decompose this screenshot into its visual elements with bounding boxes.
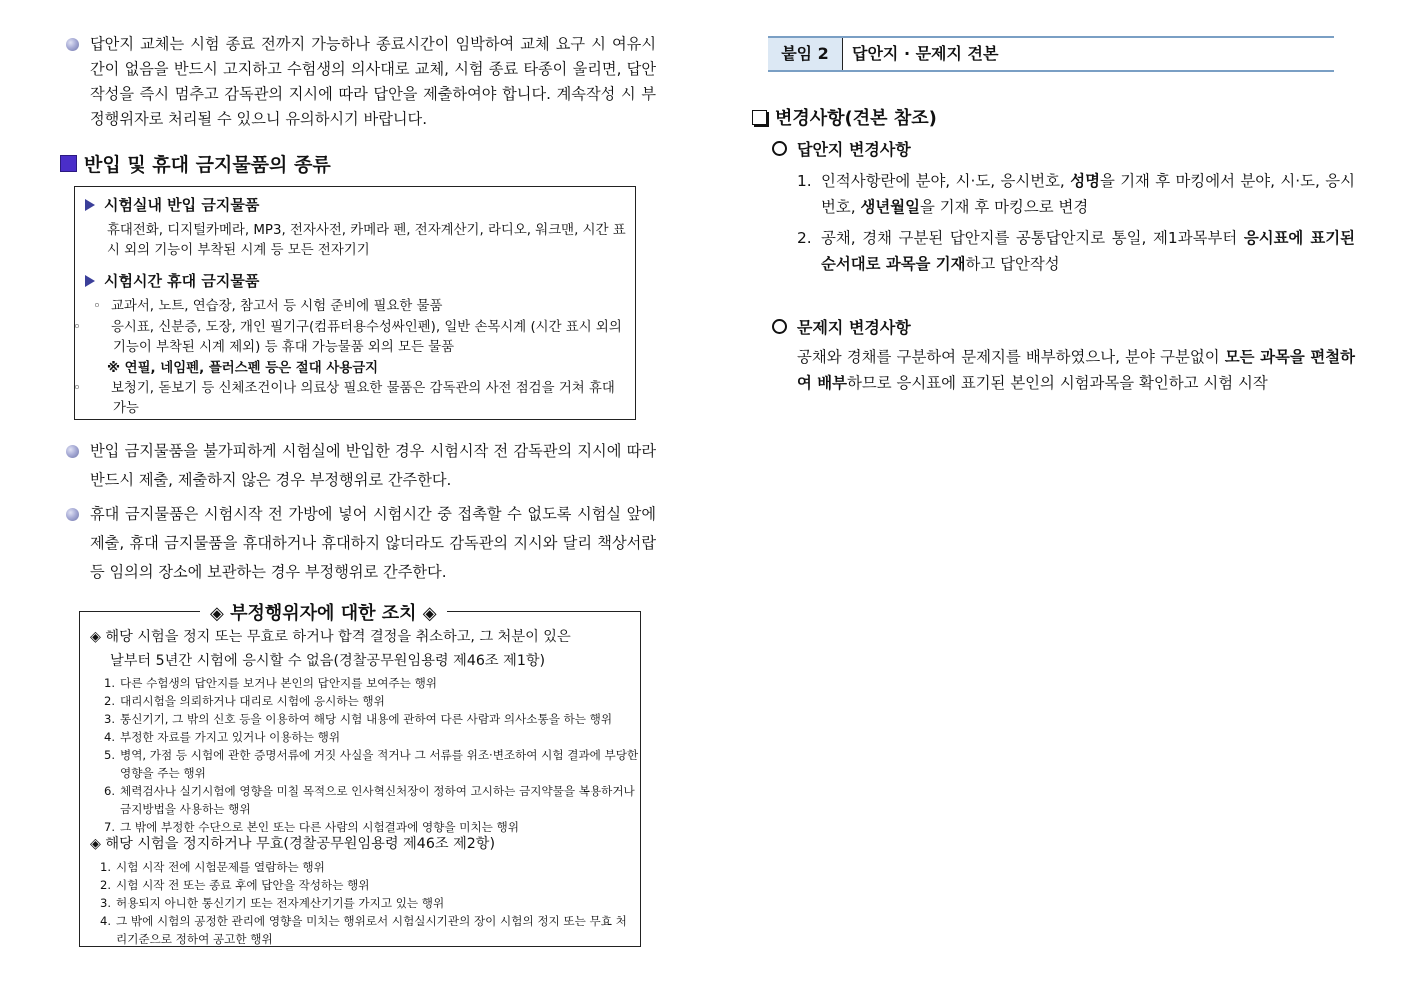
item-text: 시험 시작 전 또는 종료 후에 답안을 작성하는 행위 [116,878,370,892]
item-text: 체력검사나 실기시험에 영향을 미칠 목적으로 인사혁신처장이 정하여 고시하는 금지약물을 복용하거나 금지방법을 사용하는 행위 [120,784,635,816]
item-number: 7. [104,820,116,834]
item-number: 6. [104,784,116,798]
item-text: 허용되지 아니한 통신기기 또는 전자계산기기를 가지고 있는 행위 [116,896,445,910]
bullet-paragraph: 휴대 금지물품은 시험시작 전 가방에 넣어 시험시간 중 접촉할 수 없도록 시험실 앞에 제출, 휴대 금지물품을 휴대하거나 휴대하지 않더라도 감독관의 지시와 달리 책상서랍 등 임의의 장소에 보관하는 경우 부정행위로 간주한다. [66,500,656,587]
item-number: 3. [100,896,112,910]
bullet-dot-icon [66,508,79,521]
triangle-bullet-icon [85,275,95,287]
measures-box-title: ◈ 부정행위자에 대한 조치 ◈ [200,599,447,625]
appendix-tag: 붙임 2 [768,38,843,70]
measure-list-item [100,876,635,894]
triangle-bullet-icon [85,199,95,211]
answer-sheet-item-1: 1. 인적사항란에 분야, 시·도, 응시번호, 성명을 기재 후 마킹에서 분야, 시·도, 응시번호, 생년월일을 기재 후 마킹으로 변경 [797,172,1355,216]
bullet-dot-icon [66,445,79,458]
measure-list-item [100,858,635,876]
item-number: 2. [100,878,112,892]
list-item: ◦ 응시표, 신분증, 도장, 개인 필기구(컴퓨터용수성싸인펜), 일반 손목시계 (시간 표시 외의 기능이 부착된 시계 제외) 등 휴대 가능물품 외의 모든 물품 [73,320,622,355]
measures-box [79,611,641,947]
section-heading: 반입 및 휴대 금지물품의 종류 [60,150,331,177]
changes-heading: 변경사항(견본 참조) [752,104,937,130]
circle-bullet-icon [772,319,787,334]
item-text: 대리시험을 의뢰하거나 대리로 시험에 응시하는 행위 [120,694,385,708]
in-room-items-text: 휴대전화, 디지털카메라, MP3, 전자사전, 카메라 펜, 전자계산기, 라디오, 워크맨, 시간 표시 외의 기능이 부착된 시계 등 모든 전자기기 [107,223,626,258]
measures-group2-line: ◈ 해당 시험을 정지하거나 무효(경찰공무원임용령 제46조 제2항) [90,836,496,852]
item-text: 그 밖에 부정한 수단으로 본인 또는 다른 사람의 시험결과에 영향을 미치는 행위 [120,820,519,834]
measure-list-item [104,710,639,728]
item-number: 2. [104,694,116,708]
item-number: 4. [100,914,112,928]
question-sheet-heading: 문제지 변경사항 [772,315,911,338]
intro-bullet: 답안지 교체는 시험 종료 전까지 가능하나 종료시간이 임박하여 교체 요구 시 여유시간이 없음을 반드시 고지하고 수험생의 의사대로 교체, 시험 종료 타종이 울리면, 답안 작성을 즉시 멈추고 감독관의 지시에 따라 답안을 제출하여야 합니다. 계속작성 시 부정행위자로 처리될 수 있으니 유의하시기 바랍니다. [66,32,656,132]
item-text: 다른 수험생의 답안지를 보거나 본인의 답안지를 보여주는 행위 [120,676,437,690]
answer-sheet-item-2: 2. 공채, 경채 구분된 답안지를 공통답안지로 통일, 제1과목부터 응시표에 표기된 순서대로 과목을 기재하고 답안작성 [797,229,1355,273]
appendix-title: 답안지 · 문제지 견본 [852,44,999,63]
square-bullet-icon [60,155,77,172]
sub-heading-in-room: 시험실내 반입 금지물품 [85,194,259,215]
measures-group1-line2: 날부터 5년간 시험에 응시할 수 없음(경찰공무원임용령 제46조 제1항) [110,653,546,669]
measures-group1-line1: ◈ 해당 시험을 정지 또는 무효로 하거나 합격 결정을 취소하고, 그 처분이 있은 [90,629,571,645]
measure-list-item [100,894,635,912]
prohibited-items-box [74,186,636,420]
question-sheet-text: 공채와 경채를 구분하여 문제지를 배부하였으나, 분야 구분없이 모든 과목을 편철하여 배부하므로 응시표에 표기된 본인의 시험과목을 확인하고 시험 시작 [797,348,1355,392]
bullet-dot-icon [66,38,79,51]
item-text: 부정한 자료를 가지고 있거나 이용하는 행위 [120,730,341,744]
list-item: ◦ 교과서, 노트, 연습장, 참고서 등 시험 준비에 필요한 물품 [93,299,443,314]
list-item: ◦ 보청기, 돋보기 등 신체조건이나 의료상 필요한 물품은 감독관의 사전 점검을 거쳐 휴대 가능 [73,381,615,416]
measure-list-item [104,674,639,692]
measure-list-item [100,912,635,948]
note-text: ※ 연필, 네임펜, 플러스펜 등은 절대 사용금지 [107,361,379,376]
measure-list-item [104,782,639,818]
appendix-header [768,36,1334,72]
item-number: 1. [100,860,112,874]
sub-heading-during-exam: 시험시간 휴대 금지물품 [85,270,259,291]
item-text: 통신기기, 그 밖의 신호 등을 이용하여 해당 시험 내용에 관하여 다른 사람과 의사소통을 하는 행위 [120,712,613,726]
measure-list-item [104,728,639,746]
item-number: 3. [104,712,116,726]
measure-list-item [104,746,639,782]
item-text: 시험 시작 전에 시험문제를 열람하는 행위 [116,860,325,874]
item-number: 1. [104,676,116,690]
answer-sheet-heading: 답안지 변경사항 [772,137,911,160]
circle-bullet-icon [772,141,787,156]
item-text: 병역, 가점 등 시험에 관한 증명서류에 거짓 사실을 적거나 그 서류를 위조·변조하여 시험 결과에 부당한 영향을 주는 행위 [120,748,639,780]
bullet-paragraph: 반입 금지물품을 불가피하게 시험실에 반입한 경우 시험시작 전 감독관의 지시에 따라 반드시 제출, 제출하지 않은 경우 부정행위로 간주한다. [66,437,656,495]
measure-list-item [104,692,639,710]
item-number: 4. [104,730,116,744]
item-text: 그 밖에 시험의 공정한 관리에 영향을 미치는 행위로서 시험실시기관의 장이 시험의 정지 또는 무효 처리기준으로 정하여 공고한 행위 [116,914,627,946]
item-number: 5. [104,748,116,762]
checkbox-bullet-icon [752,110,767,125]
